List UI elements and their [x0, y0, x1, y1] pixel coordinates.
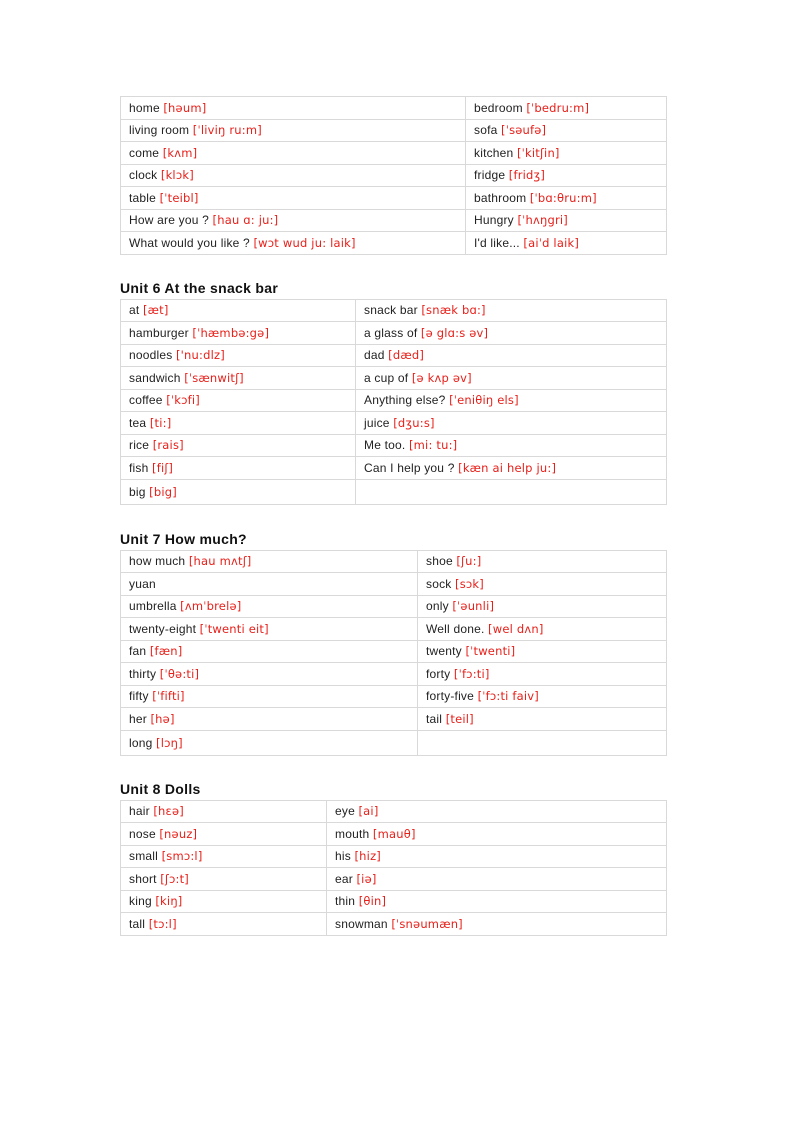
- vocab-table-unit-7: [120, 550, 667, 756]
- vocab-table-unit-6: [120, 299, 667, 505]
- vocab-cell: [356, 412, 667, 435]
- vocab-cell: [327, 913, 667, 936]
- phonetic-transcription: [ə glɑ:s əv]: [420, 325, 489, 340]
- table-row: [121, 845, 667, 868]
- vocab-cell: [121, 573, 418, 596]
- vocabulary-page: [120, 96, 667, 936]
- table-row: [121, 119, 667, 142]
- vocab-cell: [418, 708, 667, 731]
- table-row: [121, 730, 667, 755]
- vocab-cell: [356, 434, 667, 457]
- vocab-word: noodles: [129, 348, 173, 363]
- vocab-cell: [327, 823, 667, 846]
- vocab-cell: [418, 618, 667, 641]
- vocab-cell: [356, 389, 667, 412]
- vocab-word: thirty: [129, 666, 157, 681]
- vocab-cell: [356, 299, 667, 322]
- table-row: [121, 209, 667, 232]
- vocab-cell: [121, 344, 356, 367]
- table-row: [121, 640, 667, 663]
- phonetic-transcription: [ˈeniθiŋ els]: [449, 393, 519, 408]
- vocab-cell: [121, 209, 466, 232]
- vocab-word: forty: [426, 666, 451, 681]
- vocab-word: long: [129, 735, 153, 750]
- vocab-cell: [356, 322, 667, 345]
- vocab-word: juice: [364, 415, 390, 430]
- vocab-word: Anything else?: [364, 393, 446, 408]
- vocab-cell: [418, 550, 667, 573]
- table-row: [121, 663, 667, 686]
- vocab-word: king: [129, 894, 152, 909]
- phonetic-transcription: [ˈteibl]: [159, 190, 199, 205]
- vocab-word: mouth: [335, 826, 370, 841]
- vocab-cell: [418, 640, 667, 663]
- table-row: [121, 868, 667, 891]
- vocab-word: short: [129, 871, 157, 886]
- vocab-word: snack bar: [364, 303, 418, 318]
- vocab-word: his: [335, 849, 351, 864]
- vocab-word: hamburger: [129, 325, 189, 340]
- phonetic-transcription: [ˈbɑ:θru:m]: [529, 190, 597, 205]
- phonetic-transcription: [ˈθə:ti]: [159, 666, 200, 681]
- table-row: [121, 187, 667, 210]
- phonetic-transcription: [ˈfifti]: [152, 689, 185, 704]
- table-row: [121, 457, 667, 480]
- vocab-cell: [466, 164, 667, 187]
- vocab-word: bathroom: [474, 190, 527, 205]
- phonetic-transcription: [aiˈd laik]: [523, 235, 580, 250]
- phonetic-transcription: [big]: [149, 484, 177, 499]
- vocab-cell: [121, 164, 466, 187]
- vocab-cell: [121, 845, 327, 868]
- vocab-word: fish: [129, 460, 149, 475]
- vocab-word: ear: [335, 871, 353, 886]
- vocab-word: tail: [426, 711, 443, 726]
- phonetic-transcription: [kæn ai help ju:]: [458, 460, 557, 475]
- phonetic-transcription: [hɛə]: [153, 804, 184, 819]
- vocab-word: What would you like ?: [129, 235, 250, 250]
- phonetic-transcription: [mi: tu:]: [408, 438, 458, 453]
- vocab-cell: [121, 389, 356, 412]
- vocab-word: kitchen: [474, 145, 514, 160]
- vocab-word: small: [129, 849, 159, 864]
- vocab-word: her: [129, 711, 147, 726]
- vocab-word: Can I help you ?: [364, 460, 455, 475]
- vocab-cell: [466, 209, 667, 232]
- vocab-cell: [121, 299, 356, 322]
- vocab-cell: [121, 890, 327, 913]
- vocab-cell: [121, 640, 418, 663]
- vocab-cell: [466, 232, 667, 255]
- vocab-word: sofa: [474, 123, 498, 138]
- vocab-word: thin: [335, 894, 356, 909]
- table-row: [121, 708, 667, 731]
- unit-7-title: Unit 7 How much?: [120, 530, 247, 547]
- phonetic-transcription: [snæk bɑ:]: [421, 303, 486, 318]
- vocab-word: umbrella: [129, 599, 177, 614]
- vocab-table-unit-8: [120, 800, 667, 936]
- vocab-word: rice: [129, 438, 150, 453]
- phonetic-transcription: [dæd]: [388, 348, 425, 363]
- table-row: [121, 412, 667, 435]
- vocab-cell: [418, 595, 667, 618]
- phonetic-transcription: [kʌm]: [162, 145, 198, 160]
- phonetic-transcription: [wɔt wud ju: laik]: [253, 235, 356, 250]
- vocab-cell: [121, 119, 466, 142]
- vocab-word: fan: [129, 644, 147, 659]
- table-row: [121, 890, 667, 913]
- vocab-cell: [121, 730, 418, 755]
- vocab-word: at: [129, 303, 140, 318]
- phonetic-transcription: [ai]: [358, 804, 379, 819]
- vocab-word: living room: [129, 123, 190, 138]
- vocab-word: I'd like...: [474, 235, 520, 250]
- vocab-cell: [121, 97, 466, 120]
- phonetic-transcription: [wel dʌn]: [488, 621, 544, 636]
- vocab-word: dad: [364, 348, 385, 363]
- vocab-cell: [466, 142, 667, 165]
- vocab-cell: [356, 344, 667, 367]
- phonetic-transcription: [hau ɑ: ju:]: [212, 213, 279, 228]
- table-row: [121, 97, 667, 120]
- vocab-cell: [356, 479, 667, 504]
- vocab-word: How are you ?: [129, 213, 209, 228]
- phonetic-transcription: [ˈsænwitʃ]: [184, 370, 244, 385]
- vocab-word: table: [129, 190, 157, 205]
- vocab-cell: [121, 479, 356, 504]
- phonetic-transcription: [nəuz]: [159, 826, 198, 841]
- table-row: [121, 823, 667, 846]
- vocab-word: fifty: [129, 689, 149, 704]
- phonetic-transcription: [ˈsnəumæn]: [391, 916, 463, 931]
- phonetic-transcription: [fiʃ]: [152, 460, 174, 475]
- phonetic-transcription: [smɔ:l]: [161, 849, 203, 864]
- phonetic-transcription: [ˈhʌŋgri]: [517, 213, 568, 228]
- table-row: [121, 389, 667, 412]
- vocab-word: forty-five: [426, 689, 475, 704]
- vocab-cell: [121, 595, 418, 618]
- table-row: [121, 322, 667, 345]
- phonetic-transcription: [ˈkɔfi]: [166, 393, 200, 408]
- vocab-cell: [121, 457, 356, 480]
- vocab-word: tea: [129, 415, 147, 430]
- vocab-word: sandwich: [129, 370, 181, 385]
- vocab-cell: [121, 187, 466, 210]
- phonetic-transcription: [ˈliviŋ ru:m]: [192, 123, 262, 138]
- phonetic-transcription: [ʃu:]: [456, 554, 482, 569]
- phonetic-transcription: [ˈhæmbə:gə]: [192, 325, 270, 340]
- phonetic-transcription: [klɔk]: [160, 168, 194, 183]
- phonetic-transcription: [rais]: [152, 438, 184, 453]
- vocab-word: eye: [335, 804, 355, 819]
- phonetic-transcription: [hiz]: [354, 849, 381, 864]
- vocab-word: snowman: [335, 916, 388, 931]
- vocab-cell: [466, 119, 667, 142]
- vocab-word: twenty: [426, 644, 462, 659]
- vocab-word: shoe: [426, 554, 453, 569]
- phonetic-transcription: [həum]: [163, 100, 207, 115]
- table-row: [121, 800, 667, 823]
- table-row: [121, 595, 667, 618]
- vocab-word: come: [129, 145, 160, 160]
- vocab-word: Well done.: [426, 621, 485, 636]
- vocab-cell: [121, 618, 418, 641]
- phonetic-transcription: [kiŋ]: [155, 894, 183, 909]
- vocab-cell: [327, 800, 667, 823]
- vocab-word: home: [129, 100, 160, 115]
- vocab-cell: [121, 434, 356, 457]
- table-row: [121, 550, 667, 573]
- table-row: [121, 685, 667, 708]
- phonetic-transcription: [fridʒ]: [508, 168, 546, 183]
- vocab-word: only: [426, 599, 449, 614]
- phonetic-transcription: [hau mʌtʃ]: [188, 554, 252, 569]
- vocab-table-home: [120, 96, 667, 255]
- vocab-cell: [121, 232, 466, 255]
- vocab-word: Hungry: [474, 213, 514, 228]
- vocab-cell: [327, 845, 667, 868]
- phonetic-transcription: [θin]: [358, 894, 387, 909]
- vocab-cell: [418, 663, 667, 686]
- vocab-word: fridge: [474, 168, 506, 183]
- vocab-word: how much: [129, 554, 186, 569]
- vocab-word: a glass of: [364, 325, 418, 340]
- vocab-word: hair: [129, 804, 150, 819]
- vocab-word: a cup of: [364, 370, 409, 385]
- table-row: [121, 344, 667, 367]
- vocab-cell: [121, 663, 418, 686]
- table-row: [121, 434, 667, 457]
- vocab-cell: [418, 730, 667, 755]
- vocab-word: big: [129, 484, 146, 499]
- vocab-word: nose: [129, 826, 156, 841]
- vocab-cell: [327, 868, 667, 891]
- vocab-word: clock: [129, 168, 158, 183]
- vocab-cell: [121, 868, 327, 891]
- vocab-cell: [121, 412, 356, 435]
- phonetic-transcription: [ˈtwenti]: [465, 644, 516, 659]
- vocab-cell: [356, 367, 667, 390]
- table-row: [121, 299, 667, 322]
- vocab-word: coffee: [129, 393, 163, 408]
- table-row: [121, 618, 667, 641]
- unit-8-title: Unit 8 Dolls: [120, 780, 201, 797]
- phonetic-transcription: [ˈfɔ:ti faiv]: [477, 689, 539, 704]
- phonetic-transcription: [ˈəunli]: [452, 599, 495, 614]
- phonetic-transcription: [hə]: [150, 711, 175, 726]
- phonetic-transcription: [fæn]: [149, 644, 183, 659]
- table-row: [121, 232, 667, 255]
- phonetic-transcription: ['nu:dlz]: [175, 348, 225, 363]
- vocab-cell: [121, 550, 418, 573]
- phonetic-transcription: [tɔ:l]: [148, 916, 177, 931]
- vocab-cell: [121, 708, 418, 731]
- vocab-cell: [121, 367, 356, 390]
- table-row: [121, 913, 667, 936]
- vocab-cell: [121, 800, 327, 823]
- vocab-cell: [121, 322, 356, 345]
- table-row: [121, 164, 667, 187]
- phonetic-transcription: [ˈtwenti eit]: [199, 621, 269, 636]
- vocab-cell: [121, 685, 418, 708]
- vocab-cell: [418, 685, 667, 708]
- phonetic-transcription: [teil]: [445, 711, 474, 726]
- phonetic-transcription: [mauθ]: [372, 826, 416, 841]
- vocab-word: yuan: [129, 576, 156, 591]
- vocab-cell: [121, 142, 466, 165]
- phonetic-transcription: [ʌmˈbrelə]: [180, 599, 242, 614]
- phonetic-transcription: [dʒu:s]: [393, 415, 435, 430]
- phonetic-transcription: [ˈbedru:m]: [526, 100, 590, 115]
- phonetic-transcription: [ˈkitʃin]: [516, 145, 560, 160]
- table-row: [121, 573, 667, 596]
- phonetic-transcription: [lɔŋ]: [156, 735, 183, 750]
- phonetic-transcription: [æt]: [142, 303, 169, 318]
- table-row: [121, 142, 667, 165]
- phonetic-transcription: [ˈfɔ:ti]: [453, 666, 490, 681]
- phonetic-transcription: [ʃɔ:t]: [160, 871, 189, 886]
- unit-6-title: Unit 6 At the snack bar: [120, 279, 279, 296]
- vocab-cell: [121, 913, 327, 936]
- phonetic-transcription: [sɔk]: [455, 576, 484, 591]
- vocab-word: tall: [129, 916, 146, 931]
- vocab-cell: [327, 890, 667, 913]
- vocab-word: sock: [426, 576, 452, 591]
- vocab-word: twenty-eight: [129, 621, 197, 636]
- vocab-cell: [121, 823, 327, 846]
- table-row: [121, 479, 667, 504]
- phonetic-transcription: [ə kʌp əv]: [411, 370, 472, 385]
- table-row: [121, 367, 667, 390]
- vocab-cell: [466, 187, 667, 210]
- vocab-cell: [418, 573, 667, 596]
- vocab-word: Me too.: [364, 438, 406, 453]
- phonetic-transcription: [iə]: [356, 871, 377, 886]
- phonetic-transcription: [ti:]: [149, 415, 172, 430]
- phonetic-transcription: [ˈsəufə]: [501, 123, 547, 138]
- vocab-cell: [356, 457, 667, 480]
- vocab-word: bedroom: [474, 100, 523, 115]
- vocab-cell: [466, 97, 667, 120]
